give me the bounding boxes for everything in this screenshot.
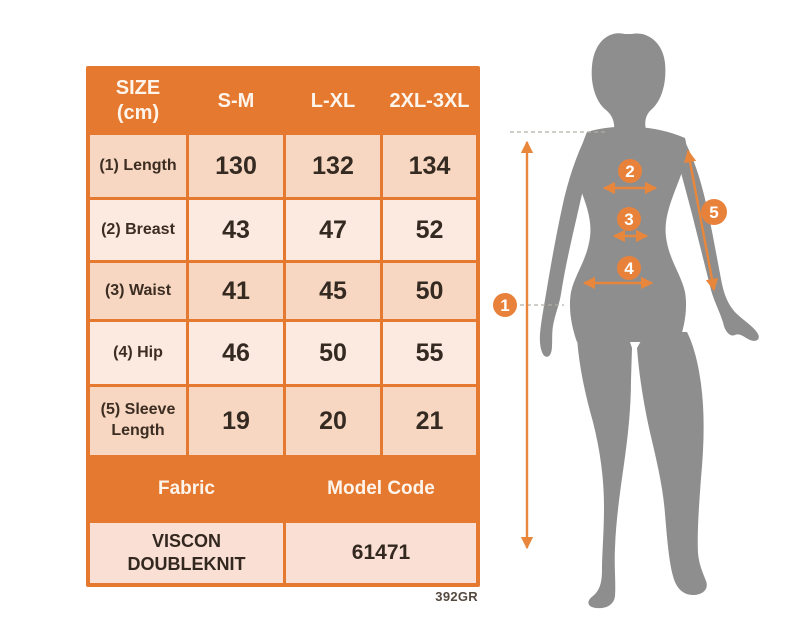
- silhouette-left-leg: [577, 336, 632, 608]
- header-cell-2xl-3xl: 2XL-3XL: [383, 70, 476, 132]
- size-chart-table: [86, 66, 480, 587]
- value-hip-lxl: 50: [286, 322, 380, 384]
- marker-4-number: 4: [624, 259, 634, 278]
- value-length-lxl: 132: [286, 135, 380, 197]
- row-label-waist: (3) Waist: [90, 263, 186, 319]
- marker-3-number: 3: [624, 210, 634, 229]
- row-label-breast: (2) Breast: [90, 200, 186, 260]
- product-weight-note: 392GR: [435, 589, 478, 604]
- value-hip-2xl3xl: 55: [383, 322, 476, 384]
- value-sleeve-2xl3xl: 21: [383, 387, 476, 455]
- measurement-figure-svg: [488, 18, 778, 630]
- header-cell-s-m: S-M: [189, 70, 283, 132]
- measurement-figure: [488, 18, 778, 630]
- value-breast-2xl3xl: 52: [383, 200, 476, 260]
- model-code-value-cell: 61471: [286, 523, 476, 583]
- value-length-sm: 130: [189, 135, 283, 197]
- fabric-value-cell: [90, 523, 283, 583]
- row-label-hip: (4) Hip: [90, 322, 186, 384]
- value-waist-sm: 41: [189, 263, 283, 319]
- marker-5-number: 5: [709, 203, 719, 222]
- woman-silhouette: [540, 33, 759, 608]
- fabric-header-cell: Fabric: [90, 458, 283, 520]
- value-breast-sm: 43: [189, 200, 283, 260]
- header-cell-l-xl: L-XL: [286, 70, 380, 132]
- header-cell-size-cm: [90, 70, 186, 132]
- silhouette-right-arm: [677, 138, 759, 341]
- measurements-grid: [90, 70, 476, 455]
- value-length-2xl3xl: 134: [383, 135, 476, 197]
- row-label-length: (1) Length: [90, 135, 186, 197]
- marker-1-number: 1: [500, 296, 510, 315]
- size-cm-label: SIZE (cm): [115, 77, 161, 124]
- fabric-value: VISCON DOUBLEKNIT: [127, 530, 246, 574]
- value-sleeve-sm: 19: [189, 387, 283, 455]
- fabric-model-grid: [90, 458, 476, 583]
- value-hip-sm: 46: [189, 322, 283, 384]
- value-breast-lxl: 47: [286, 200, 380, 260]
- silhouette-right-leg: [637, 332, 707, 595]
- value-waist-lxl: 45: [286, 263, 380, 319]
- value-waist-2xl3xl: 50: [383, 263, 476, 319]
- value-sleeve-lxl: 20: [286, 387, 380, 455]
- marker-2-number: 2: [625, 162, 635, 181]
- silhouette-head: [592, 33, 666, 130]
- model-code-header-cell: Model Code: [286, 458, 476, 520]
- row-label-sleeve-length: (5) Sleeve Length: [90, 387, 186, 455]
